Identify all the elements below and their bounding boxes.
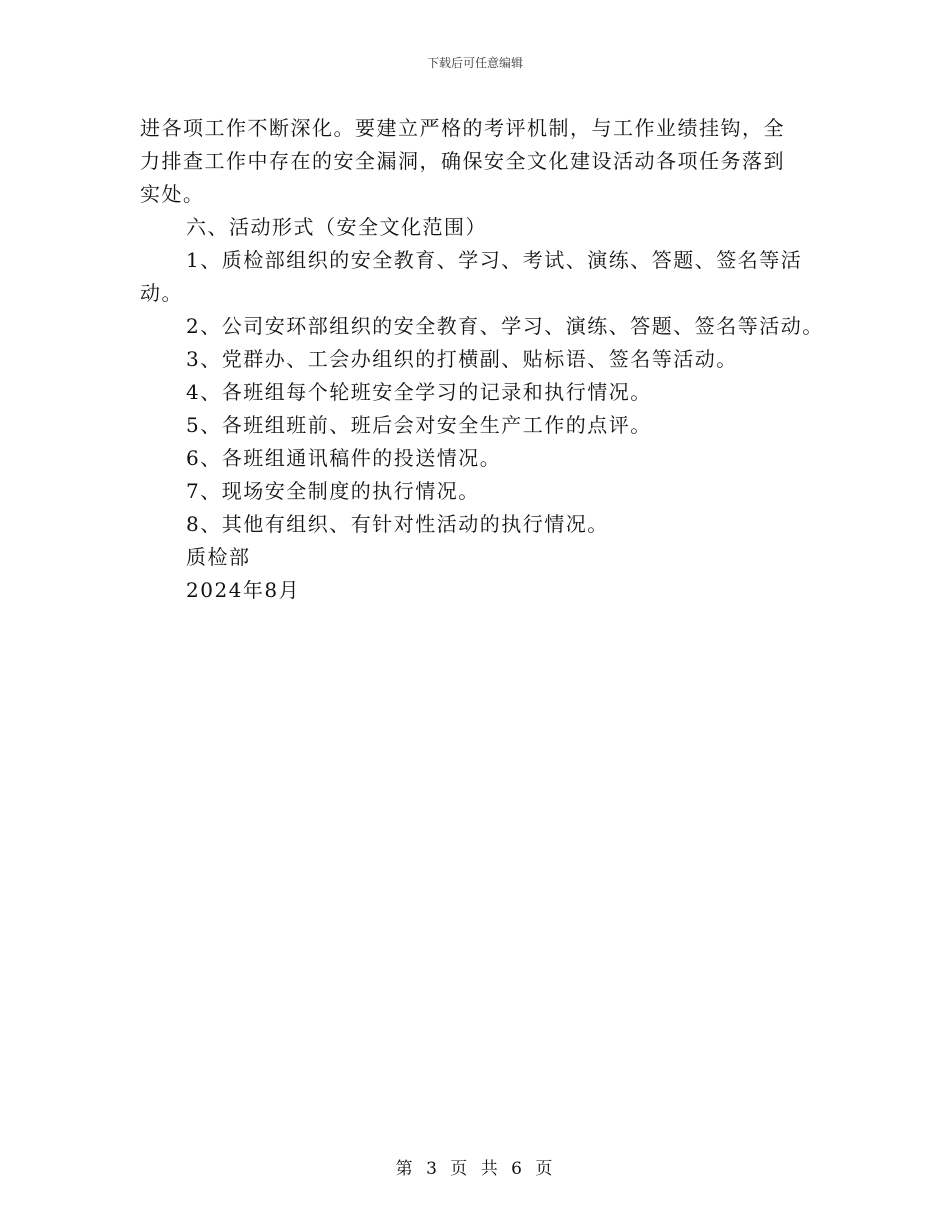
list-item: 8、其他有组织、有针对性活动的执行情况。 bbox=[186, 512, 609, 536]
list-item: 7、现场安全制度的执行情况。 bbox=[186, 479, 480, 503]
list-item: 2、公司安环部组织的安全教育、学习、演练、答题、签名等活动。 bbox=[186, 314, 824, 338]
list-item: 4、各班组每个轮班安全学习的记录和执行情况。 bbox=[186, 380, 652, 404]
page-number-footer: 第 3 页 共 6 页 bbox=[395, 1159, 555, 1179]
list-item: 1、质检部组织的安全教育、学习、考试、演练、答题、签名等活 bbox=[186, 248, 803, 272]
list-item: 6、各班组通讯稿件的投送情况。 bbox=[186, 446, 502, 470]
list-item: 3、党群办、工会办组织的打横副、贴标语、签名等活动。 bbox=[186, 347, 738, 371]
list-item: 5、各班组班前、班后会对安全生产工作的点评。 bbox=[186, 413, 652, 437]
signature-department: 质检部 bbox=[186, 545, 251, 569]
section-heading: 六、活动形式（安全文化范围） bbox=[186, 215, 487, 239]
signature-date: 2024年8月 bbox=[186, 578, 301, 602]
paragraph-line: 实处。 bbox=[140, 182, 205, 206]
page-header-note: 下载后可任意编辑 bbox=[426, 56, 523, 70]
paragraph-line: 进各项工作不断深化。要建立严格的考评机制，与工作业绩挂钩，全 bbox=[140, 116, 785, 140]
paragraph-line: 力排查工作中存在的安全漏洞，确保安全文化建设活动各项任务落到 bbox=[140, 149, 785, 173]
list-item-continuation: 动。 bbox=[140, 281, 183, 305]
document-body bbox=[140, 112, 824, 607]
